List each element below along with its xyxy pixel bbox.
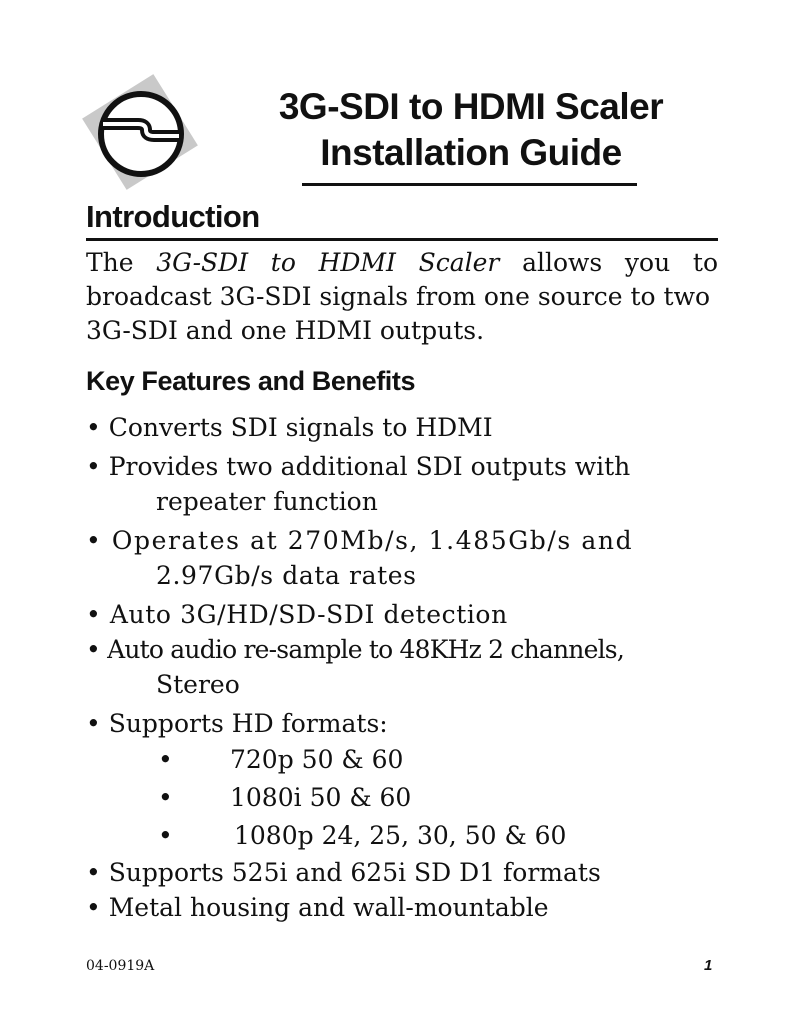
- feature-text: Auto audio re-sample to 48KHz 2 channels,: [107, 635, 624, 664]
- intro-text-before: The: [86, 248, 157, 277]
- title-divider: [302, 183, 637, 186]
- bullet: •: [86, 600, 102, 629]
- bullet: •: [86, 858, 101, 887]
- intro-line-1: [86, 246, 718, 280]
- intro-line-2: broadcast 3G-SDI signals from one source to two: [86, 282, 711, 311]
- introduction-heading: Introduction: [86, 199, 260, 234]
- introduction-paragraph: [86, 246, 718, 348]
- bullet: •: [86, 893, 101, 922]
- feature-text: Converts SDI signals to HDMI: [108, 413, 493, 442]
- feature-text: Provides two additional SDI outputs with: [108, 452, 631, 481]
- list-item: [86, 410, 718, 445]
- feature-text-continued: repeater function: [156, 487, 378, 516]
- sub-list-item: [86, 779, 718, 817]
- list-item: [86, 632, 718, 702]
- hd-format: 1080i 50 & 60: [230, 783, 412, 812]
- list-item: [86, 706, 718, 741]
- hd-format: 1080p 24, 25, 30, 50 & 60: [234, 821, 567, 850]
- sub-list-item: [86, 817, 718, 855]
- features-heading: Key Features and Benefits: [86, 366, 416, 396]
- bullet: •: [86, 709, 101, 738]
- page-title: [240, 84, 702, 176]
- sub-list-item: [86, 741, 718, 779]
- list-item: [86, 855, 718, 890]
- intro-line-3: 3G-SDI and one HDMI outputs.: [86, 316, 485, 345]
- bullet: •: [86, 413, 101, 442]
- intro-text-after: allows you to: [499, 248, 718, 277]
- product-name: 3G-SDI to HDMI Scaler: [156, 248, 500, 277]
- page-number: 1: [704, 957, 713, 974]
- feature-text-continued: Stereo: [156, 670, 240, 699]
- bullet: •: [86, 635, 100, 664]
- bullet: •: [158, 783, 173, 812]
- document-code: 04-0919A: [86, 958, 155, 974]
- introduction-divider: [86, 238, 718, 241]
- bullet: •: [86, 452, 101, 481]
- list-item: [86, 597, 718, 632]
- feature-text: Operates at 270Mb/s, 1.485Gb/s and: [111, 526, 634, 555]
- siig-logo-icon: [80, 72, 200, 192]
- features-list: [86, 410, 718, 925]
- list-item: [86, 890, 718, 925]
- title-line-2: Installation Guide: [320, 132, 622, 173]
- title-line-1: 3G-SDI to HDMI Scaler: [278, 86, 664, 127]
- feature-text: Supports HD formats:: [108, 709, 388, 738]
- feature-text: Auto 3G/HD/SD-SDI detection: [109, 600, 508, 629]
- list-item: [86, 449, 718, 519]
- feature-text: Supports 525i and 625i SD D1 formats: [108, 858, 601, 887]
- bullet: •: [158, 821, 173, 850]
- feature-text: Metal housing and wall-mountable: [108, 893, 549, 922]
- hd-format: 720p 50 & 60: [230, 745, 404, 774]
- list-item: [86, 523, 718, 593]
- feature-text-continued: 2.97Gb/s data rates: [156, 561, 417, 590]
- bullet: •: [158, 745, 173, 774]
- bullet: •: [86, 526, 103, 555]
